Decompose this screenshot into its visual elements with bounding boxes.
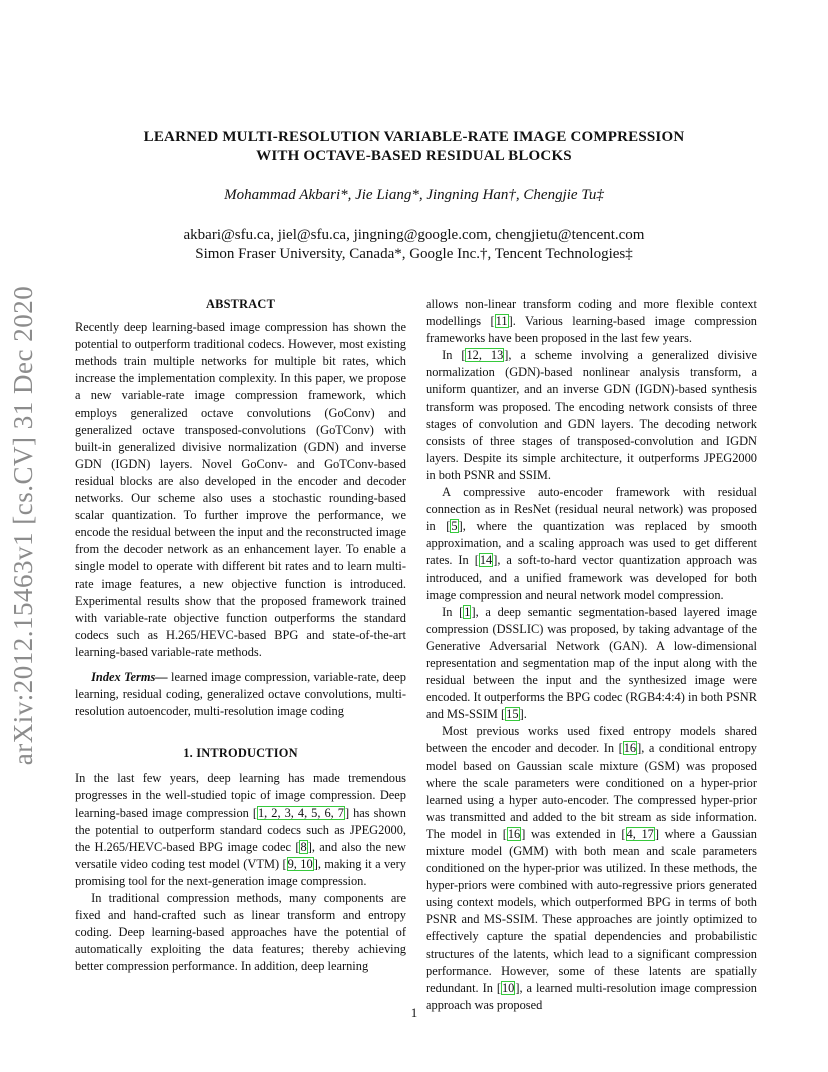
right-column [426, 296, 757, 1014]
intro-paragraph-1 [75, 770, 406, 890]
citation-link[interactable]: 12, 13 [466, 348, 504, 363]
abstract-text: Recently deep learning-based image compression has shown the potential to outperform traditional codecs. However, most existing methods train multiple networks for multiple bit rates, which increase the implementation complexity. In this paper, we propose a new variable-rate image compression framework, which employs generalized octave convolutions (GoConv) and generalized octave transposed-convolutions (GoTConv) with built-in generalized divisive normalization (GDN) and inverse GDN (IGDN) layers. Novel GoConv- and GoTConv-based residual blocks are also developed in the encoder and decoder networks. Our scheme also uses a stochastic rounding-based scalar quantization. To further improve the performance, we encode the residual between the input and the reconstructed image from the decoder network as an enhancement layer. To enable a single model to operate with different bit rates and to learn multi-rate image features, a new objective function is introduced. Experimental results show that the proposed framework trained with variable-rate objective function outperforms the standard codecs such as H.265/HEVC-based BPG and state-of-the-art learning-based variable-rate methods. [75, 320, 406, 659]
text-run: ], a conditional entropy model based on Gaussian scale mixture (GSM) was proposed where the scale parameters were conditioned on a hyper-prior learned using a hyper auto-encoder. The compressed hyper-prior was transmitted and added to the bit stream as side information. The model in [ [426, 741, 757, 841]
text-run: ]. Various learning-based image compression frameworks have been proposed in the last few years. [426, 314, 758, 346]
citation-link[interactable]: 1 [464, 604, 471, 619]
right-paragraph-1 [426, 296, 757, 347]
text-run: ], and also the new versatile video coding test model (VTM) [ [75, 839, 406, 871]
right-paragraph-5 [426, 723, 757, 1014]
abstract-heading: ABSTRACT [205, 297, 276, 311]
paper-title [0, 128, 828, 166]
index-terms-label: Index Terms— [91, 669, 168, 684]
citation-link[interactable]: 15 [506, 707, 519, 722]
text-run: In the last few years, deep learning has made tremendous progresses in the well-studied topic of image compression. Deep learning-based image compression [ [75, 771, 406, 820]
text-run: A compressive auto-encoder framework with residual connection as in ResNet (residual neural network) was proposed in [ [426, 485, 757, 534]
citation-link[interactable]: 4, 17 [626, 826, 654, 841]
author-affiliations: Simon Fraser University, Canada*, Google Inc.†, Tencent Technologies‡ [195, 246, 633, 262]
right-paragraph-3 [426, 484, 757, 604]
text-run: allows non-linear transform coding and more flexible context modellings [ [426, 297, 757, 329]
citation-link[interactable]: 16 [623, 741, 637, 756]
index-terms [75, 669, 406, 720]
intro-heading: 1. INTRODUCTION [183, 746, 298, 761]
citation-link[interactable]: 1, 2, 3, 4, 5, 6, 7 [257, 805, 344, 820]
citation-link[interactable]: 10 [501, 980, 515, 995]
citation-link[interactable]: 8 [300, 839, 307, 854]
citation-link[interactable]: 5 [451, 519, 458, 534]
author-emails: akbari@sfu.ca, jiel@sfu.ca, jingning@google.com, chengjietu@tencent.com [183, 227, 645, 243]
text-run: ] where a Gaussian mixture model (GMM) with both mean and scale parameters conditioned on the hyper-prior was utilized. In these methods, the hyper-priors were combined with auto-regressive priors generated using context models, which outperformed BPG in terms of both PSNR and MS-SSIM. These approaches are jointly optimized to effectively capture the spatial dependencies and probabilistic structures of the latents, which lead to a significant compression performance. However, some of these latents are spatially redundant. In [ [426, 826, 757, 995]
left-column [75, 296, 406, 975]
author-list: Mohammad Akbari*, Jie Liang*, Jingning Han†, Chengjie Tu‡ [224, 187, 604, 203]
text-run: ], where the quantization was replaced by smooth approximation, and a scaling approach was used to get different rates. In [ [426, 519, 757, 568]
arxiv-identifier-text: arXiv:2012.15463v1 [cs.CV] 31 Dec 2020 [8, 285, 39, 765]
citation-link[interactable]: 16 [507, 826, 521, 841]
text-run: ], a deep semantic segmentation-based layered image compression (DSSLIC) was proposed, by taking advantage of the Generative Adversarial Network (GAN). A low-dimensional representation and segmentation map of the input along with the residual between the input and the synthesized image were encoded. It outperforms the BPG codec (RGB4:4:4) in both PSNR and MS-SSIM [ [426, 604, 757, 722]
right-paragraph-2 [426, 347, 757, 484]
text-run: In [ [442, 348, 466, 363]
citation-link[interactable]: 11 [495, 314, 508, 329]
text-run: ] has shown the potential to outperform standard codecs such as JPEG2000, the H.265/HEVC-based BPG image codec [ [75, 805, 406, 854]
text-run: ], making it a very promising tool for the next-generation image compression. [75, 856, 407, 888]
intro-paragraph-2: In traditional compression methods, many components are fixed and hand-crafted such as linear transform and entropy coding. Deep learning-based approaches have the potential of automatically exploiting the data features; thereby achieving better compression performance. In addition, deep learning [75, 891, 406, 974]
author-info [0, 226, 828, 264]
citation-link[interactable]: 14 [479, 553, 493, 568]
text-run: ], a learned multi-resolution image compression approach was proposed [426, 980, 757, 1012]
text-run: ], a soft-to-hard vector quantization approach was introduced, and a unified framework was developed for both image compression and neural network model compression. [426, 553, 757, 602]
right-paragraph-4 [426, 604, 757, 724]
arxiv-identifier [2, 285, 46, 765]
page-number: 1 [410, 1005, 418, 1020]
text-run: ], a scheme involving a generalized divisive normalization (GDN)-based nonlinear analysis transform, a uniform quantizer, and an inverse GDN (IGDN)-based synthesis transform was proposed. The encoding network consists of three stages of convolution and GDN layers. The decoding network consists of three stages of transposed-convolution and IGDN layers. Despite its simple architecture, it outperforms JPEG2000 in both PSNR and SSIM. [426, 348, 757, 482]
text-run: ]. [519, 707, 527, 722]
title-line-2: WITH OCTAVE-BASED RESIDUAL BLOCKS [256, 148, 572, 164]
text-run: In [ [442, 604, 464, 619]
title-line-1: LEARNED MULTI-RESOLUTION VARIABLE-RATE IMAGE COMPRESSION [143, 129, 685, 145]
index-terms-text: learned image compression, variable-rate, deep learning, residual coding, generalized octave convolutions, multi-resolution autoencoder, multi-resolution image coding [75, 669, 406, 719]
citation-link[interactable]: 9, 10 [287, 856, 313, 871]
text-run: Most previous works used fixed entropy models shared between the encoder and decoder. In [ [426, 724, 757, 756]
text-run: ] was extended in [ [521, 826, 626, 841]
